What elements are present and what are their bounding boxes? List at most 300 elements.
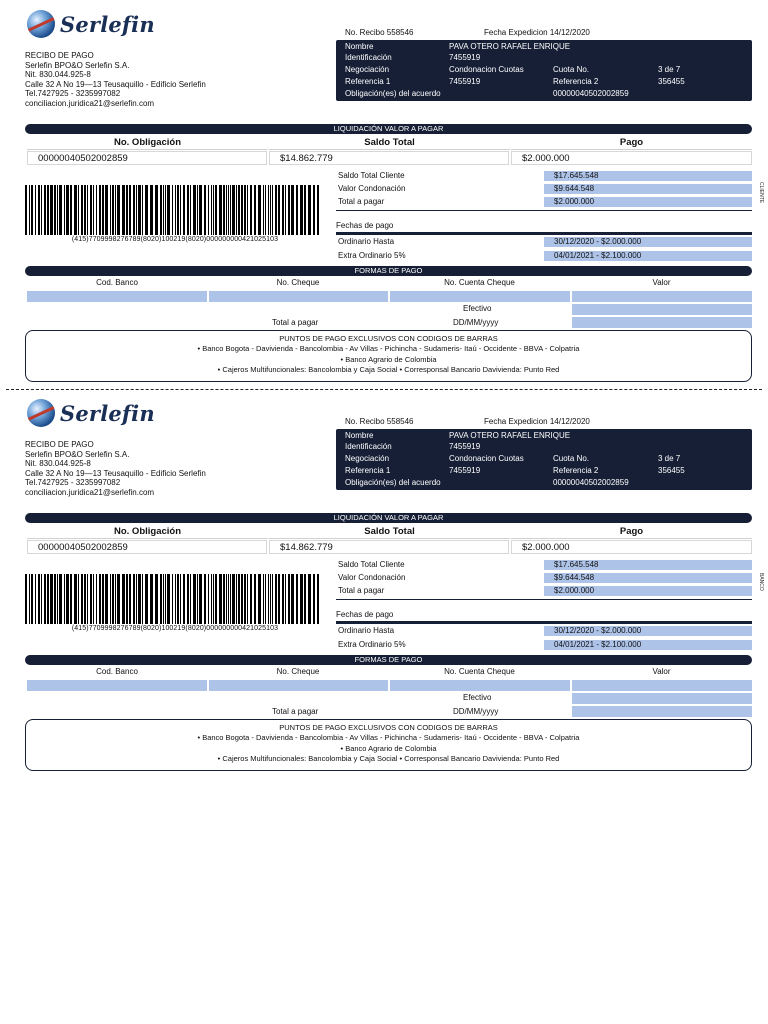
total-pagar-value: $2.000.000	[544, 197, 752, 207]
formas-band: FORMAS DE PAGO	[25, 655, 752, 665]
extra-value: 04/01/2021 - $2.100.000	[544, 251, 752, 261]
barcode-bar	[133, 185, 135, 235]
label-fechas-pago: Fechas de pago	[336, 610, 394, 619]
barcode-bar	[213, 574, 214, 624]
col-cuenta-cheque: No. Cuenta Cheque	[444, 667, 515, 676]
obligacion-value: 00000040502002859	[27, 151, 267, 165]
liquidacion-band: LIQUIDACIÓN VALOR A PAGAR	[25, 513, 752, 523]
barcode-bar	[230, 185, 231, 235]
barcode-bar	[142, 574, 143, 624]
receipt-title: RECIBO DE PAGO	[25, 440, 94, 449]
serlefin-logo	[27, 8, 155, 40]
cod-banco-field[interactable]	[27, 291, 207, 302]
barcode-bar	[254, 185, 256, 235]
barcode-bar	[70, 185, 72, 235]
barcode-bar	[99, 574, 101, 624]
barcode-bar	[317, 574, 319, 624]
barcode-bar	[112, 574, 114, 624]
barcode-bar	[172, 185, 173, 235]
barcode-bar	[226, 185, 227, 235]
barcode-bar	[74, 185, 77, 235]
barcode-bar	[285, 574, 286, 624]
receipt-title: RECIBO DE PAGO	[25, 51, 94, 60]
barcode-bar	[199, 185, 202, 235]
barcode-bar	[70, 574, 72, 624]
barcode-bar	[238, 574, 240, 624]
barcode-bar	[223, 185, 225, 235]
points-agrario: • Banco Agrario de Colombia	[340, 354, 437, 364]
col-cod-banco: Cod. Banco	[96, 278, 138, 287]
barcode-bar	[250, 574, 252, 624]
barcode-bar	[165, 185, 166, 235]
barcode-bar	[136, 574, 137, 624]
label-cuota: Cuota No.	[553, 454, 590, 463]
barcode-bar	[138, 574, 141, 624]
barcode-bar	[57, 574, 58, 624]
col-obligacion: No. Obligación	[27, 137, 268, 150]
divider	[336, 210, 752, 211]
client-id: 7455919	[449, 53, 481, 62]
barcode-bar	[25, 185, 27, 235]
saldo-value: $14.862.779	[269, 540, 509, 554]
barcode-bar	[300, 185, 303, 235]
barcode-bar	[204, 574, 206, 624]
no-cheque-field[interactable]	[209, 291, 388, 302]
barcode-bar	[247, 185, 248, 235]
barcode-bar	[175, 574, 176, 624]
barcode-bar	[282, 185, 284, 235]
barcode-bar	[175, 185, 176, 235]
barcode-bar	[105, 185, 108, 235]
label-negociacion: Negociación	[345, 454, 390, 463]
barcode-bar	[115, 574, 116, 624]
points-title: PUNTOS DE PAGO EXCLUSIVOS CON CODIGOS DE BARRAS	[279, 334, 498, 343]
barcode-bar	[241, 574, 243, 624]
barcode-bar	[278, 185, 280, 235]
obligacion-value: 00000040502002859	[27, 540, 267, 554]
barcode-bar	[296, 574, 298, 624]
barcode-bar	[226, 574, 227, 624]
barcode-bar	[59, 574, 62, 624]
date-format: DD/MM/yyyy	[453, 318, 499, 327]
barcode-bar	[105, 574, 108, 624]
company-nit: Nit. 830.044.925-8	[25, 70, 91, 79]
formas-band: FORMAS DE PAGO	[25, 266, 752, 276]
ordinario-value: 30/12/2020 - $2.000.000	[544, 237, 752, 247]
barcode-bar	[74, 574, 77, 624]
barcode-bar	[177, 185, 179, 235]
condonacion-value: $9.644.548	[544, 573, 752, 583]
barcode-bar	[219, 574, 222, 624]
barcode-bar	[167, 185, 170, 235]
barcode-bar	[145, 185, 148, 235]
label-total-a-pagar: Total a pagar	[272, 707, 319, 716]
efectivo-field[interactable]	[572, 693, 752, 704]
divider	[336, 232, 752, 235]
points-banks: • Banco Bogota - Davivienda - Bancolombia - Av Villas - Pichincha - Sudameris- Itaú - Occidente - BBVA - Colpatria	[197, 733, 580, 743]
globe-icon	[27, 399, 55, 427]
barcode-bar	[313, 185, 315, 235]
liquidacion-band: LIQUIDACIÓN VALOR A PAGAR	[25, 124, 752, 134]
barcode-bar	[160, 574, 162, 624]
barcode-bar	[57, 185, 58, 235]
barcode-bar	[313, 574, 315, 624]
barcode-bar	[41, 185, 42, 235]
barcode-bar	[136, 185, 137, 235]
barcode-bar	[110, 574, 111, 624]
label-condonacion: Valor Condonación	[338, 573, 406, 582]
label-negociacion: Negociación	[345, 65, 390, 74]
no-cheque-field[interactable]	[209, 680, 388, 691]
label-total-a-pagar: Total a pagar	[272, 318, 319, 327]
points-title: PUNTOS DE PAGO EXCLUSIVOS CON CODIGOS DE BARRAS	[279, 723, 498, 732]
company-name: Serlefin BPO&O Serlefin S.A.	[25, 449, 130, 459]
barcode-bar	[41, 574, 42, 624]
barcode-bar	[84, 185, 86, 235]
barcode-bar	[99, 185, 101, 235]
barcode-bar	[268, 574, 269, 624]
barcode-bar	[155, 185, 158, 235]
barcode-bar	[163, 185, 164, 235]
barcode-bar	[258, 574, 261, 624]
barcode-bar	[81, 574, 83, 624]
barcode-bar	[66, 574, 69, 624]
barcode-bar	[199, 574, 202, 624]
barcode-bar	[126, 574, 128, 624]
barcode-bar	[110, 185, 111, 235]
barcode-bar	[272, 574, 273, 624]
label-ref2: Referencia 2	[553, 77, 599, 86]
barcode-bar	[238, 185, 240, 235]
barcode-bar	[228, 574, 229, 624]
barcode-bar	[54, 574, 56, 624]
barcode-bar	[300, 574, 303, 624]
points-cajeros: • Cajeros Multifuncionales: Bancolombia y Caja Social • Corresponsal Bancario Davivienda: Punto Red	[217, 753, 560, 763]
barcode-bar	[126, 185, 128, 235]
efectivo-field[interactable]	[572, 304, 752, 315]
label-nombre: Nombre	[345, 431, 374, 440]
barcode-text: (415)7709998276789(8020)100219(8020)000000000421025103	[71, 236, 279, 243]
barcode-bar	[247, 574, 248, 624]
col-saldo: Saldo Total	[269, 137, 510, 150]
receipt-client-copy	[0, 0, 768, 380]
barcode-bar	[193, 574, 196, 624]
barcode-bar	[78, 574, 79, 624]
barcode-bar	[275, 574, 277, 624]
label-saldo-total: Saldo Total Cliente	[338, 560, 405, 569]
barcode-bar	[47, 574, 49, 624]
barcode-bar	[285, 185, 286, 235]
label-ref1: Referencia 1	[345, 466, 391, 475]
barcode-bar	[183, 185, 185, 235]
barcode-bar	[193, 185, 196, 235]
barcode-bar	[78, 185, 79, 235]
points-banks: • Banco Bogota - Davivienda - Bancolombia - Av Villas - Pichincha - Sudameris- Itaú - Occidente - BBVA - Colpatria	[197, 344, 580, 354]
barcode-bar	[270, 185, 271, 235]
company-info	[25, 440, 206, 497]
barcode-bar	[190, 574, 191, 624]
barcode-bar	[38, 185, 40, 235]
barcode-bar	[291, 185, 294, 235]
barcode-bar	[138, 185, 141, 235]
barcode-bar	[223, 574, 225, 624]
col-no-cheque: No. Cheque	[276, 667, 320, 676]
total-pagar-value: $2.000.000	[544, 586, 752, 596]
barcode-bar	[96, 574, 97, 624]
barcode-bar	[258, 185, 261, 235]
barcode-bar	[278, 574, 280, 624]
col-pago: Pago	[511, 526, 752, 539]
col-cuenta-cheque: No. Cuenta Cheque	[444, 278, 515, 287]
label-efectivo: Efectivo	[463, 693, 492, 702]
barcode-bar	[304, 185, 306, 235]
client-name: PAVA OTERO RAFAEL ENRIQUE	[449, 431, 571, 440]
barcode-bar	[215, 574, 217, 624]
barcode-bar	[129, 574, 131, 624]
barcode-bar	[208, 574, 209, 624]
barcode-bar	[47, 185, 49, 235]
barcode-bar	[44, 185, 46, 235]
label-efectivo: Efectivo	[463, 304, 492, 313]
barcode-bar	[117, 185, 120, 235]
barcode-bar	[64, 185, 65, 235]
barcode-bar	[31, 185, 33, 235]
barcode-bar	[187, 574, 189, 624]
barcode-bar	[213, 185, 214, 235]
barcode-bar	[272, 185, 273, 235]
ref2-value: 356455	[658, 77, 685, 86]
barcode-bar	[165, 574, 166, 624]
company-name: Serlefin BPO&O Serlefin S.A.	[25, 60, 130, 70]
company-phone: Tel.7427925 - 3235997082	[25, 89, 121, 98]
issue-date: Fecha Expedicion 14/12/2020	[484, 417, 590, 426]
client-id: 7455919	[449, 442, 481, 451]
total-field[interactable]	[572, 706, 752, 717]
client-name: PAVA OTERO RAFAEL ENRIQUE	[449, 42, 571, 51]
saldo-total-value: $17.645.548	[544, 171, 752, 181]
label-saldo-total: Saldo Total Cliente	[338, 171, 405, 180]
payment-points	[25, 719, 752, 771]
copy-label: BANCO	[758, 573, 764, 591]
barcode-bar	[122, 574, 125, 624]
label-extra: Extra Ordinario 5%	[338, 640, 406, 649]
barcode-bar	[50, 574, 53, 624]
barcode-bar	[29, 185, 30, 235]
valor-field[interactable]	[572, 680, 752, 691]
col-obligacion: No. Obligación	[27, 526, 268, 539]
barcode-bar	[163, 574, 164, 624]
company-info	[25, 51, 206, 108]
col-valor: Valor	[652, 278, 671, 287]
label-cuota: Cuota No.	[553, 65, 590, 74]
barcode-bar	[254, 574, 256, 624]
barcode-bar	[308, 185, 311, 235]
barcode	[25, 185, 325, 235]
barcode-bar	[232, 185, 235, 235]
label-total-pagar: Total a pagar	[338, 197, 385, 206]
col-pago: Pago	[511, 137, 752, 150]
label-condonacion: Valor Condonación	[338, 184, 406, 193]
label-identificacion: Identificación	[345, 53, 392, 62]
label-identificacion: Identificación	[345, 442, 392, 451]
copy-label: CLIENTE	[758, 182, 764, 204]
barcode-bar	[232, 574, 235, 624]
receipt-number: No. Recibo 558546	[345, 28, 414, 37]
barcode-bar	[177, 574, 179, 624]
barcode-bar	[150, 185, 153, 235]
barcode-bar	[54, 185, 56, 235]
barcode-bar	[50, 185, 53, 235]
barcode-bar	[250, 185, 252, 235]
col-cod-banco: Cod. Banco	[96, 667, 138, 676]
cuota-value: 3 de 7	[658, 454, 681, 463]
valor-field[interactable]	[572, 291, 752, 302]
barcode-bar	[275, 185, 277, 235]
ref1-value: 7455919	[449, 466, 481, 475]
cuenta-cheque-field[interactable]	[390, 680, 570, 691]
barcode-bar	[265, 574, 266, 624]
company-email: conciliacion.juridica21@serlefin.com	[25, 98, 155, 108]
client-info-box	[336, 429, 752, 490]
condonacion-value: $9.644.548	[544, 184, 752, 194]
barcode-bar	[187, 185, 189, 235]
barcode-bar	[64, 574, 65, 624]
barcode-bar	[96, 185, 97, 235]
saldo-value: $14.862.779	[269, 151, 509, 165]
barcode-bar	[44, 574, 46, 624]
receipt-number: No. Recibo 558546	[345, 417, 414, 426]
barcode	[25, 574, 325, 624]
barcode-bar	[204, 185, 206, 235]
barcode-bar	[35, 574, 36, 624]
barcode-bar	[219, 185, 222, 235]
barcode-bar	[288, 185, 290, 235]
barcode-bar	[183, 574, 185, 624]
label-ordinario: Ordinario Hasta	[338, 626, 395, 635]
label-total-pagar: Total a pagar	[338, 586, 385, 595]
globe-icon	[27, 10, 55, 38]
barcode-bar	[150, 574, 153, 624]
total-field[interactable]	[572, 317, 752, 328]
barcode-bar	[244, 185, 246, 235]
cod-banco-field[interactable]	[27, 680, 207, 691]
cuota-value: 3 de 7	[658, 65, 681, 74]
label-fechas-pago: Fechas de pago	[336, 221, 394, 230]
barcode-bar	[112, 185, 114, 235]
barcode-bar	[31, 574, 33, 624]
barcode-bar	[282, 574, 284, 624]
barcode-bar	[90, 574, 92, 624]
label-obligaciones: Obligación(es) del acuerdo	[345, 478, 441, 487]
divider	[336, 621, 752, 624]
barcode-bar	[87, 185, 88, 235]
barcode-bar	[102, 574, 104, 624]
label-ordinario: Ordinario Hasta	[338, 237, 395, 246]
barcode-bar	[129, 185, 131, 235]
label-ref1: Referencia 1	[345, 77, 391, 86]
barcode-bar	[263, 185, 264, 235]
cuenta-cheque-field[interactable]	[390, 291, 570, 302]
negotiation-value: Condonacion Cuotas	[449, 65, 524, 74]
barcode-bar	[241, 185, 243, 235]
label-extra: Extra Ordinario 5%	[338, 251, 406, 260]
barcode-bar	[59, 185, 62, 235]
barcode-bar	[215, 185, 217, 235]
brand-name: Serlefin	[60, 11, 155, 37]
barcode-bar	[304, 574, 306, 624]
negotiation-value: Condonacion Cuotas	[449, 454, 524, 463]
barcode-bar	[122, 185, 125, 235]
barcode-bar	[142, 185, 143, 235]
obligation-value: 00000040502002859	[553, 89, 629, 98]
barcode-bar	[270, 574, 271, 624]
company-address: Calle 32 A No 19—13 Teusaquillo - Edificio Serlefin	[25, 468, 206, 478]
company-nit: Nit. 830.044.925-8	[25, 459, 91, 468]
saldo-total-value: $17.645.548	[544, 560, 752, 570]
barcode-bar	[197, 185, 198, 235]
barcode-bar	[211, 185, 212, 235]
obligation-value: 00000040502002859	[553, 478, 629, 487]
barcode-bar	[38, 574, 40, 624]
barcode-bar	[236, 574, 237, 624]
barcode-bar	[93, 574, 94, 624]
barcode-bar	[133, 574, 135, 624]
barcode-bar	[308, 574, 311, 624]
barcode-bar	[180, 574, 181, 624]
barcode-bar	[211, 574, 212, 624]
barcode-bar	[117, 574, 120, 624]
issue-date: Fecha Expedicion 14/12/2020	[484, 28, 590, 37]
payment-points	[25, 330, 752, 382]
receipt-bank-copy	[0, 389, 768, 769]
barcode-bar	[145, 574, 148, 624]
barcode-text: (415)7709998276789(8020)100219(8020)000000000421025103	[71, 625, 279, 632]
label-obligaciones: Obligación(es) del acuerdo	[345, 89, 441, 98]
barcode-bar	[66, 185, 69, 235]
barcode-bar	[230, 574, 231, 624]
client-info-box	[336, 40, 752, 101]
barcode-bar	[265, 185, 266, 235]
ordinario-value: 30/12/2020 - $2.000.000	[544, 626, 752, 636]
barcode-bar	[90, 185, 92, 235]
col-saldo: Saldo Total	[269, 526, 510, 539]
divider	[336, 599, 752, 600]
company-phone: Tel.7427925 - 3235997082	[25, 478, 121, 487]
barcode-bar	[29, 574, 30, 624]
barcode-bar	[268, 185, 269, 235]
barcode-bar	[102, 185, 104, 235]
label-ref2: Referencia 2	[553, 466, 599, 475]
barcode-bar	[197, 574, 198, 624]
company-email: conciliacion.juridica21@serlefin.com	[25, 487, 155, 497]
barcode-bar	[35, 185, 36, 235]
barcode-bar	[81, 185, 83, 235]
barcode-bar	[228, 185, 229, 235]
barcode-bar	[25, 574, 27, 624]
label-nombre: Nombre	[345, 42, 374, 51]
extra-value: 04/01/2021 - $2.100.000	[544, 640, 752, 650]
serlefin-logo	[27, 397, 155, 429]
barcode-bar	[291, 574, 294, 624]
barcode-bar	[115, 185, 116, 235]
barcode-bar	[244, 574, 246, 624]
barcode-bar	[208, 185, 209, 235]
ref2-value: 356455	[658, 466, 685, 475]
company-address: Calle 32 A No 19—13 Teusaquillo - Edificio Serlefin	[25, 79, 206, 89]
barcode-bar	[84, 574, 86, 624]
brand-name: Serlefin	[60, 400, 155, 426]
barcode-bar	[167, 574, 170, 624]
